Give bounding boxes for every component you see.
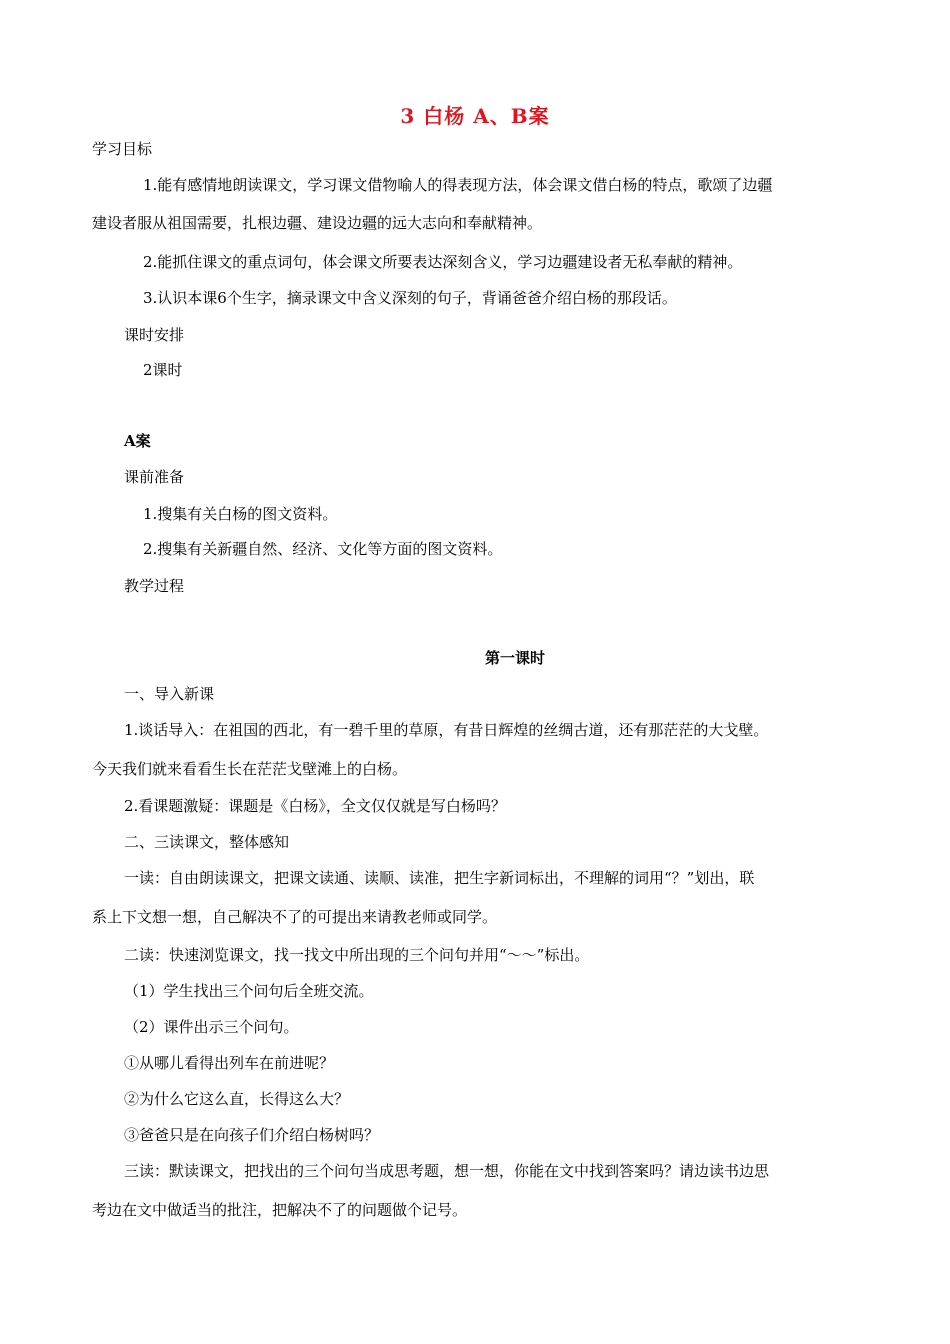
read-3-line-1: 三读：默读课文，把找出的三个问句当成思考题，想一想，你能在文中找到答案吗？请边读书边思: [124, 1162, 770, 1180]
objectives-heading: 学习目标: [92, 140, 153, 158]
objective-1-line-1: 1.能有感情地朗读课文，学习课文借物喻人的得表现方法，体会课文借白杨的特点，歌颂了边疆: [143, 176, 773, 194]
section-1-para-2: 2.看课题激疑：课题是《白杨》，全文仅仅就是写白杨吗？: [124, 797, 506, 815]
prep-item-2: 2.搜集有关新疆自然、经济、文化等方面的图文资料。: [143, 540, 503, 558]
read-2-step-1: （1）学生找出三个问句后全班交流。: [124, 982, 374, 1000]
section-1-para-1-line-1: 1.谈话导入：在祖国的西北，有一碧千里的草原，有昔日辉煌的丝绸古道，还有那茫茫的大戈壁。: [124, 721, 769, 739]
question-3: ③爸爸只是在向孩子们介绍白杨树吗？: [124, 1126, 380, 1144]
prep-heading: 课前准备: [124, 468, 185, 486]
objective-3: 3.认识本课6个生字，摘录课文中含义深刻的句子，背诵爸爸介绍白杨的那段话。: [143, 289, 677, 307]
document-title: 3 白杨 A、B案: [400, 104, 550, 128]
section-2-heading: 二、三读课文，整体感知: [124, 833, 290, 851]
schedule-value: 2课时: [143, 361, 183, 379]
read-2-step-2: （2）课件出示三个问句。: [124, 1018, 299, 1036]
read-1-line-2: 系上下文想一想，自己解决不了的可提出来请教老师或同学。: [92, 908, 498, 926]
objective-2: 2.能抓住课文的重点词句，体会课文所要表达深刻含义，学习边疆建设者无私奉献的精神。: [143, 253, 743, 271]
read-1-line-1: 一读：自由朗读课文，把课文读通、读顺、读准，把生字新词标出，不理解的词用“？”划出，联: [124, 869, 755, 887]
question-1: ①从哪儿看得出列车在前进呢？: [124, 1054, 335, 1072]
schedule-heading: 课时安排: [124, 326, 185, 344]
question-2: ②为什么它这么直，长得这么大？: [124, 1090, 350, 1108]
objective-1-line-2: 建设者服从祖国需要，扎根边疆、建设边疆的远大志向和奉献精神。: [92, 214, 543, 232]
section-1-heading: 一、导入新课: [124, 685, 215, 703]
lesson-1-heading: 第一课时: [484, 649, 545, 667]
process-heading: 教学过程: [124, 577, 185, 595]
read-3-line-2: 考边在文中做适当的批注，把解决不了的问题做个记号。: [92, 1201, 468, 1219]
prep-item-1: 1.搜集有关白杨的图文资料。: [143, 505, 338, 523]
read-2: 二读：快速浏览课文，找一找文中所出现的三个问句并用“～～”标出。: [124, 946, 590, 964]
section-1-para-1-line-2: 今天我们就来看看生长在茫茫戈壁滩上的白杨。: [92, 760, 408, 778]
plan-a-heading: A案: [124, 432, 151, 450]
